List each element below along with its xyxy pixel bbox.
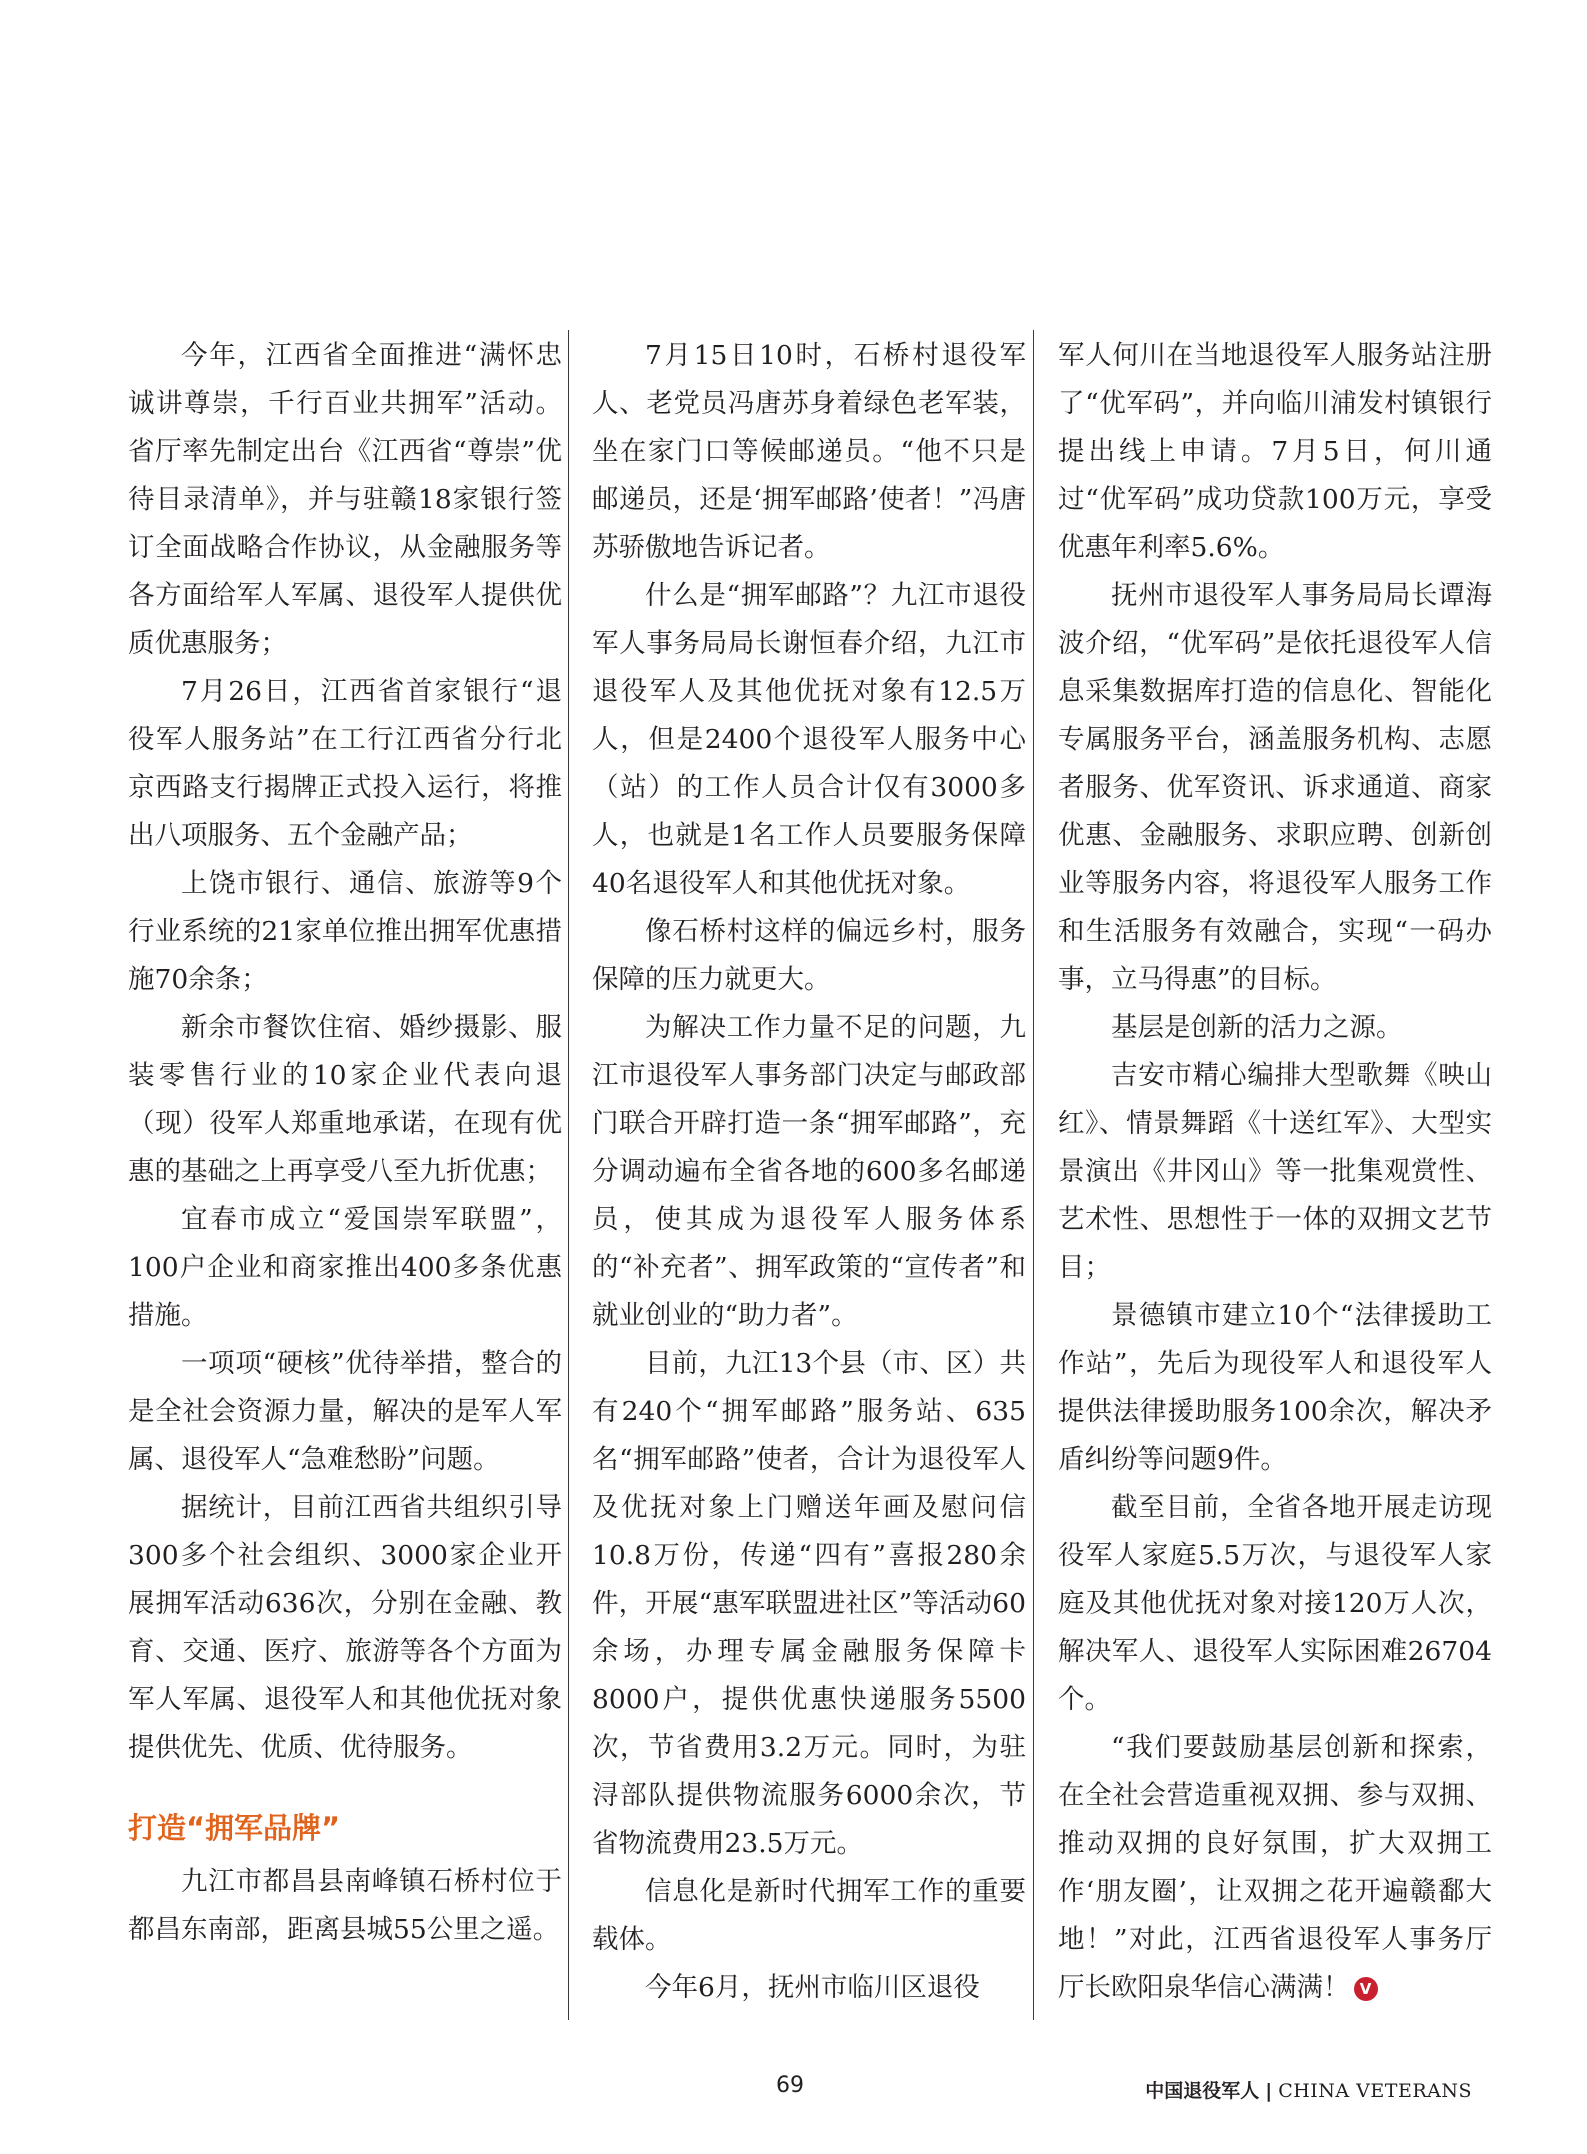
end-mark-icon: V [1354, 1977, 1378, 2001]
paragraph: 截至目前，全省各地开展走访现役军人家庭5.5万次，与退役军人家庭及其他优抚对象对接120万人次，解决军人、退役军人实际困难26704个。 [1058, 1492, 1492, 1715]
paragraph: 信息化是新时代拥军工作的重要载体。 [592, 1876, 1026, 1955]
magazine-masthead [1145, 2076, 1472, 2103]
paragraph: 7月26日，江西省首家银行“退役军人服务站”在工行江西省分行北京西路支行揭牌正式投入运行，将推出八项服务、五个金融产品； [128, 676, 562, 851]
paragraph: 九江市都昌县南峰镇石桥村位于都昌东南部，距离县城55公里之遥。 [128, 1866, 562, 1945]
paragraph: 新余市餐饮住宿、婚纱摄影、服装零售行业的10家企业代表向退（现）役军人郑重地承诺，在现有优惠的基础之上再享受八至九折优惠； [128, 1012, 562, 1187]
section-heading: 打造“拥军品牌” [128, 1811, 341, 1845]
paragraph: 目前，九江13个县（市、区）共有240个“拥军邮路”服务站、635名“拥军邮路”使者，合计为退役军人及优抚对象上门赠送年画及慰问信10.8万份，传递“四有”喜报280余件，开展“惠军联盟进社区”等活动60余场，办理专属金融服务保障卡8000户，提供优惠快递服务5500次，节省费用3.2万元。同时，为驻浔部队提供物流服务6000余次，节省物流费用23.5万元。 [592, 1348, 1026, 1859]
column-divider [1033, 330, 1034, 2020]
paragraph: 宜春市成立“爱国崇军联盟”，100户企业和商家推出400多条优惠措施。 [128, 1204, 562, 1331]
magazine-name-en: CHINA VETERANS [1278, 2080, 1472, 2102]
paragraph: 抚州市退役军人事务局局长谭海波介绍，“优军码”是依托退役军人信息采集数据库打造的信息化、智能化专属服务平台，涵盖服务机构、志愿者服务、优军资讯、诉求通道、商家优惠、金融服务、求职应聘、创新创业等服务内容，将退役军人服务工作和生活服务有效融合，实现“一码办事，立马得惠”的目标。 [1058, 580, 1492, 995]
paragraph: 景德镇市建立10个“法律援助工作站”，先后为现役军人和退役军人提供法律援助服务100余次，解决矛盾纠纷等问题9件。 [1058, 1300, 1492, 1475]
paragraph: 基层是创新的活力之源。 [1111, 1012, 1403, 1043]
paragraph: 为解决工作力量不足的问题，九江市退役军人事务部门决定与邮政部门联合开辟打造一条“拥军邮路”，充分调动遍布全省各地的600多名邮递员，使其成为退役军人服务体系的“补充者”、拥军政策的“宣传者”和就业创业的“助力者”。 [592, 1012, 1026, 1331]
paragraph: 像石桥村这样的偏远乡村，服务保障的压力就更大。 [592, 916, 1026, 995]
article-column-2 [592, 332, 1026, 2012]
paragraph: 7月15日10时，石桥村退役军人、老党员冯唐苏身着绿色老军装，坐在家门口等候邮递员。“他不只是邮递员，还是‘拥军邮路’使者！”冯唐苏骄傲地告诉记者。 [592, 340, 1026, 563]
paragraph: 吉安市精心编排大型歌舞《映山红》、情景舞蹈《十送红军》、大型实景演出《井冈山》等一批集观赏性、艺术性、思想性于一体的双拥文艺节目； [1058, 1060, 1492, 1283]
article-column-3 [1058, 332, 1492, 2012]
paragraph: 上饶市银行、通信、旅游等9个行业系统的21家单位推出拥军优惠措施70余条； [128, 868, 562, 995]
magazine-name-cn: 中国退役军人 [1145, 2080, 1260, 2102]
page-number: 69 [776, 2073, 804, 2098]
paragraph-text: “我们要鼓励基层创新和探索，在全社会营造重视双拥、参与双拥、推动双拥的良好氛围，扩大双拥工作‘朋友圈’，让双拥之花开遍赣鄱大地！”对此，江西省退役军人事务厅厅长欧阳泉华信心满满！ [1058, 1732, 1492, 2003]
article-column-1 [128, 332, 562, 1954]
paragraph: 军人何川在当地退役军人服务站注册了“优军码”，并向临川浦发村镇银行提出线上申请。7月5日，何川通过“优军码”成功贷款100万元，享受优惠年利率5.6%。 [1058, 340, 1492, 563]
paragraph: 今年，江西省全面推进“满怀忠诚讲尊崇，千行百业共拥军”活动。省厅率先制定出台《江西省“尊崇”优待目录清单》，并与驻赣18家银行签订全面战略合作协议，从金融服务等各方面给军人军属、退役军人提供优质优惠服务； [128, 340, 562, 659]
masthead-separator: | [1265, 2080, 1273, 2102]
paragraph: 什么是“拥军邮路”？九江市退役军人事务局局长谢恒春介绍，九江市退役军人及其他优抚对象有12.5万人，但是2400个退役军人服务中心（站）的工作人员合计仅有3000多人，也就是1名工作人员要服务保障40名退役军人和其他优抚对象。 [592, 580, 1026, 899]
paragraph: 一项项“硬核”优待举措，整合的是全社会资源力量，解决的是军人军属、退役军人“急难愁盼”问题。 [128, 1348, 562, 1475]
paragraph: 据统计，目前江西省共组织引导300多个社会组织、3000家企业开展拥军活动636次，分别在金融、教育、交通、医疗、旅游等各个方面为军人军属、退役军人和其他优抚对象提供优先、优质、优待服务。 [128, 1492, 562, 1763]
paragraph-final [1058, 1724, 1492, 2012]
column-divider [568, 330, 569, 2020]
paragraph: 今年6月，抚州市临川区退役 [645, 1972, 980, 2003]
